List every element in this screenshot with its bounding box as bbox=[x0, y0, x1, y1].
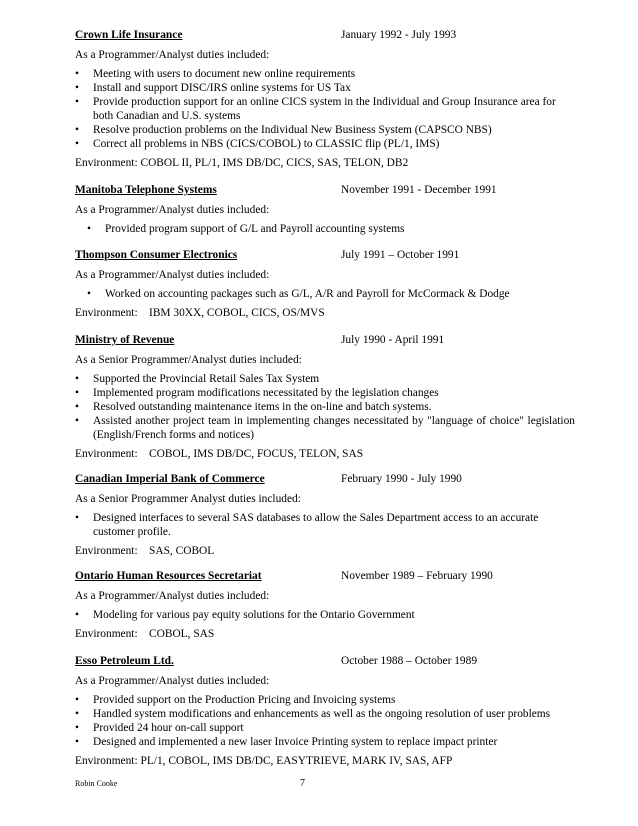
duty-item: • Provided program support of G/L and Payroll accounting systems bbox=[87, 222, 575, 236]
duty-item: • Provide production support for an online CICS system in the Individual and Group Insurance area for both Canadian and U.S. systems bbox=[75, 95, 575, 123]
job-role: As a Programmer/Analyst duties included: bbox=[75, 269, 270, 281]
job-environment: Environment: COBOL, SAS bbox=[75, 628, 215, 640]
duty-item: • Meeting with users to document new online requirements bbox=[75, 67, 575, 81]
job-dates: February 1990 - July 1990 bbox=[341, 473, 462, 485]
duty-item: • Designed interfaces to several SAS databases to allow the Sales Department access to an accurate customer profile. bbox=[75, 511, 575, 539]
job-header bbox=[75, 333, 575, 347]
duties-list bbox=[87, 222, 575, 236]
job-header bbox=[75, 569, 575, 583]
job-entry bbox=[75, 183, 575, 236]
company-name: Thompson Consumer Electronics bbox=[75, 249, 238, 261]
duties-list bbox=[75, 67, 575, 151]
job-environment: Environment: COBOL, IMS DB/DC, FOCUS, TELON, SAS bbox=[75, 448, 364, 460]
job-environment: Environment: SAS, COBOL bbox=[75, 545, 215, 557]
job-dates: October 1988 – October 1989 bbox=[341, 655, 478, 667]
company-name: Crown Life Insurance bbox=[75, 29, 183, 41]
job-environment: Environment: IBM 30XX, COBOL, CICS, OS/MVS bbox=[75, 307, 325, 319]
duties-list bbox=[75, 511, 575, 539]
job-role: As a Programmer/Analyst duties included: bbox=[75, 590, 270, 602]
duty-item: • Provided 24 hour on-call support bbox=[75, 721, 575, 735]
page-number: 7 bbox=[300, 778, 305, 789]
job-header bbox=[75, 472, 575, 486]
duty-item: • Modeling for various pay equity solutions for the Ontario Government bbox=[75, 608, 575, 622]
job-dates: January 1992 - July 1993 bbox=[341, 29, 457, 41]
duty-item: • Resolved outstanding maintenance items in the on-line and batch systems. bbox=[75, 400, 575, 414]
job-role: As a Senior Programmer Analyst duties included: bbox=[75, 493, 301, 505]
job-entry bbox=[75, 472, 575, 558]
job-entry bbox=[75, 654, 575, 768]
job-role: As a Programmer/Analyst duties included: bbox=[75, 204, 270, 216]
job-header bbox=[75, 28, 575, 42]
job-environment: Environment: COBOL II, PL/1, IMS DB/DC, CICS, SAS, TELON, DB2 bbox=[75, 157, 409, 169]
job-dates: July 1990 - April 1991 bbox=[341, 334, 445, 346]
job-entry bbox=[75, 333, 575, 461]
job-dates: July 1991 – October 1991 bbox=[341, 249, 460, 261]
duty-item: • Install and support DISC/IRS online systems for US Tax bbox=[75, 81, 575, 95]
duty-item: • Implemented program modifications necessitated by the legislation changes bbox=[75, 386, 575, 400]
job-role: As a Senior Programmer/Analyst duties included: bbox=[75, 354, 302, 366]
job-header bbox=[75, 654, 575, 668]
job-dates: November 1991 - December 1991 bbox=[341, 184, 497, 196]
job-entry bbox=[75, 569, 575, 641]
company-name: Canadian Imperial Bank of Commerce bbox=[75, 473, 265, 485]
duty-item: • Provided support on the Production Pricing and Invoicing systems bbox=[75, 693, 575, 707]
duties-list bbox=[75, 693, 575, 749]
company-name: Ontario Human Resources Secretariat bbox=[75, 570, 262, 582]
duties-list bbox=[75, 608, 575, 622]
job-entry bbox=[75, 28, 575, 170]
duties-list bbox=[87, 287, 575, 301]
job-header bbox=[75, 183, 575, 197]
job-environment: Environment: PL/1, COBOL, IMS DB/DC, EASYTRIEVE, MARK IV, SAS, AFP bbox=[75, 755, 453, 767]
footer-author: Robin Cooke bbox=[75, 779, 118, 788]
duty-item: • Resolve production problems on the Individual New Business System (CAPSCO NBS) bbox=[75, 123, 575, 137]
company-name: Manitoba Telephone Systems bbox=[75, 184, 217, 196]
duty-item: • Designed and implemented a new laser Invoice Printing system to replace impact printer bbox=[75, 735, 575, 749]
duty-item: • Supported the Provincial Retail Sales Tax System bbox=[75, 372, 575, 386]
duty-item: • Correct all problems in NBS (CICS/COBOL) to CLASSIC flip (PL/1, IMS) bbox=[75, 137, 575, 151]
job-role: As a Programmer/Analyst duties included: bbox=[75, 49, 270, 61]
duty-item: • Assisted another project team in implementing changes necessitated by "language of choice" legislation (English/French forms and notices) bbox=[75, 414, 575, 442]
duty-item: • Worked on accounting packages such as G/L, A/R and Payroll for McCormack & Dodge bbox=[87, 287, 575, 301]
company-name: Ministry of Revenue bbox=[75, 334, 175, 346]
duty-item: • Handled system modifications and enhancements as well as the ongoing resolution of user problems bbox=[75, 707, 575, 721]
duties-list bbox=[75, 372, 575, 442]
job-dates: November 1989 – February 1990 bbox=[341, 570, 493, 582]
page-footer bbox=[75, 778, 555, 790]
job-role: As a Programmer/Analyst duties included: bbox=[75, 675, 270, 687]
company-name: Esso Petroleum Ltd. bbox=[75, 655, 174, 667]
job-header bbox=[75, 248, 575, 262]
job-entry bbox=[75, 248, 575, 320]
